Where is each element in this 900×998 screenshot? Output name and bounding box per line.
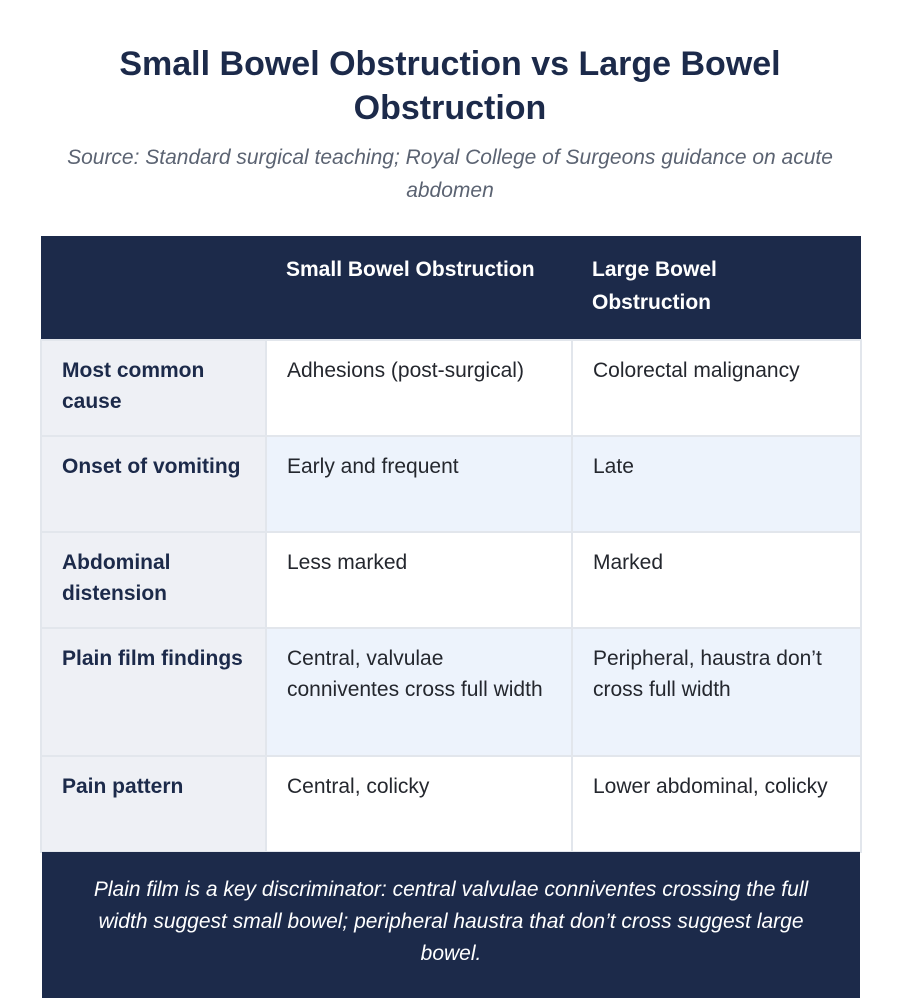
header-small-bowel: Small Bowel Obstruction [266,236,572,340]
small-bowel-cell: Central, colicky [266,756,572,852]
small-bowel-cell: Less marked [266,532,572,628]
table-row [41,436,861,532]
page-title: Small Bowel Obstruction vs Large Bowel Obstruction [119,45,781,127]
table-row [41,532,861,628]
table-row [41,628,861,756]
source-subtitle: Source: Standard surgical teaching; Royal College of Surgeons guidance on acute abdomen [67,146,833,202]
table-row [41,340,861,436]
large-bowel-cell: Peripheral, haustra don’t cross full width [572,628,861,756]
header-empty-cell [41,236,266,340]
row-label: Most common cause [41,340,266,436]
large-bowel-cell: Lower abdominal, colicky [572,756,861,852]
row-label: Abdominal distension [41,532,266,628]
table-header-row [41,236,861,340]
large-bowel-cell: Late [572,436,861,532]
small-bowel-cell: Early and frequent [266,436,572,532]
large-bowel-cell: Colorectal malignancy [572,340,861,436]
header-large-bowel: Large Bowel Obstruction [572,236,861,340]
row-label: Pain pattern [41,756,266,852]
small-bowel-cell: Adhesions (post-surgical) [266,340,572,436]
footer-note: Plain film is a key discriminator: central valvulae conniventes crossing the full width suggest small bowel; peripheral haustra that don’t cross suggest large bowel. [42,852,860,998]
table-row [41,756,861,852]
row-label: Plain film findings [41,628,266,756]
row-label: Onset of vomiting [41,436,266,532]
large-bowel-cell: Marked [572,532,861,628]
small-bowel-cell: Central, valvulae conniventes cross full width [266,628,572,756]
comparison-table [40,236,862,853]
